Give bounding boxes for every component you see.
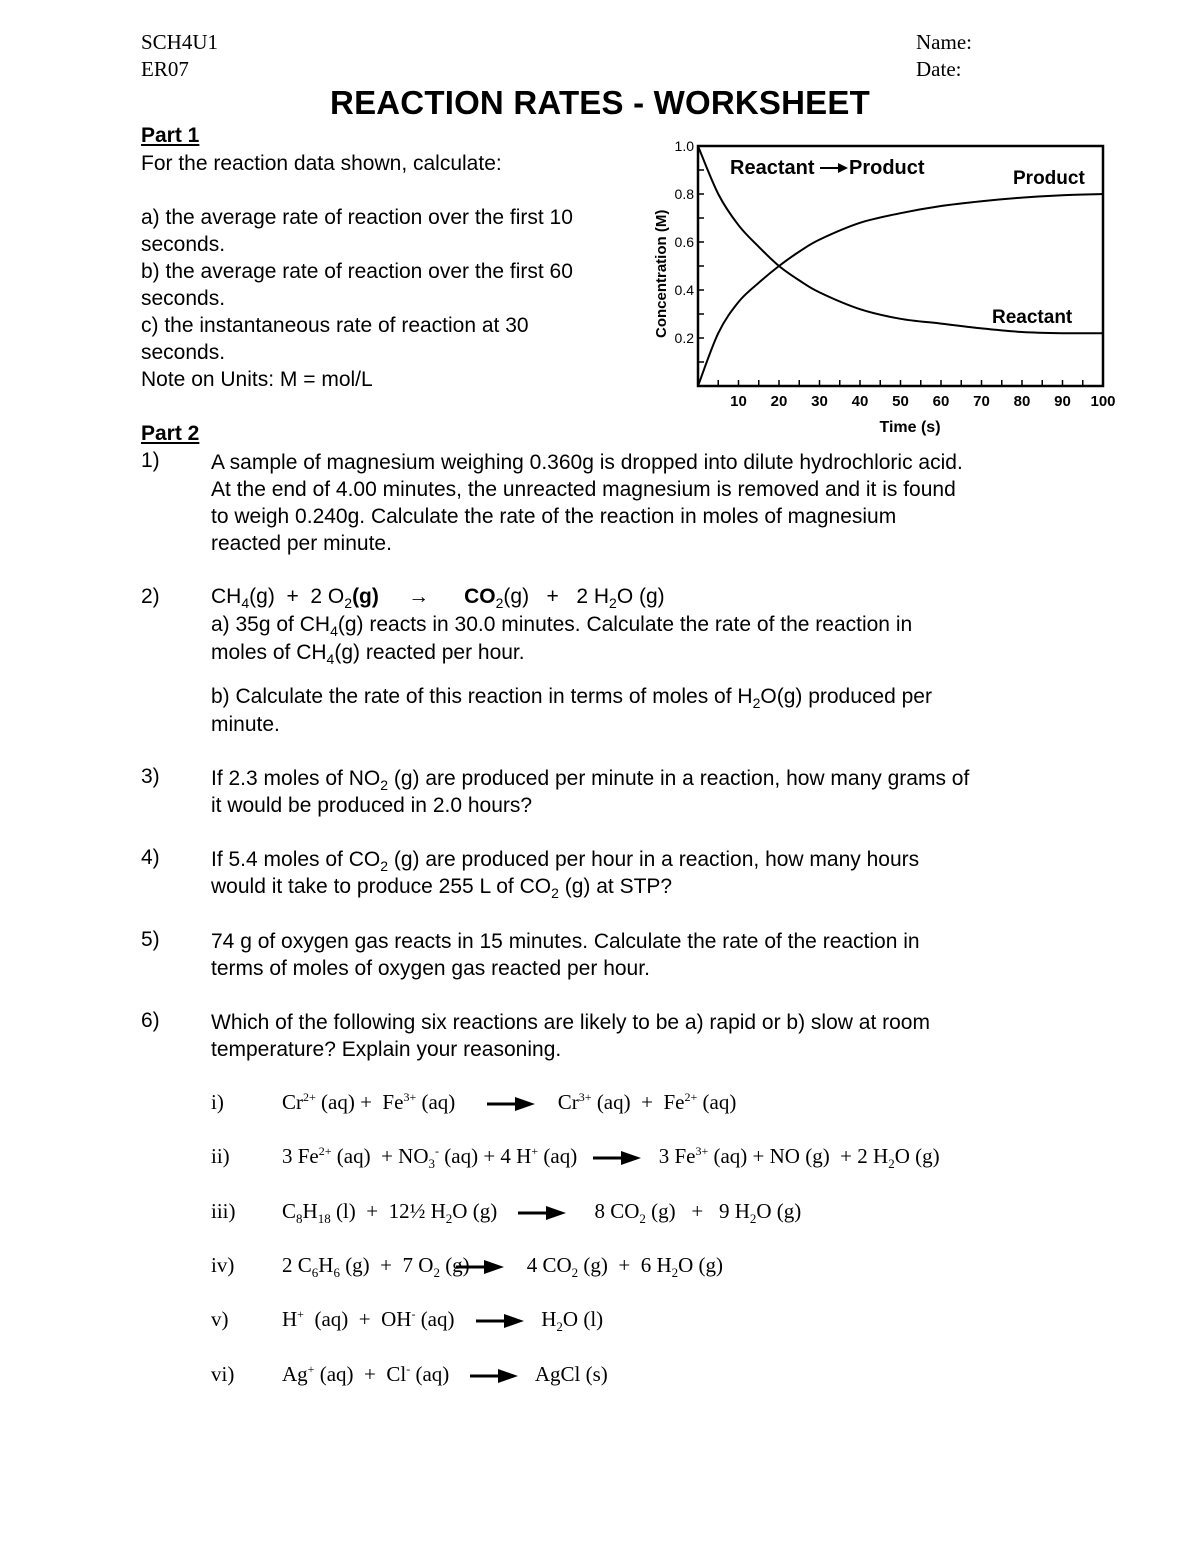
x-tick-label: 80 (1013, 393, 1031, 410)
q5-line2: terms of moles of oxygen gas reacted per hour. (211, 957, 650, 980)
reactant-series-label: Reactant (992, 307, 1073, 328)
y-axis-label: Concentration (M) (653, 209, 670, 338)
q2a-line2: moles of $CH_4(g)$ reacted per hour. (211, 641, 525, 668)
course-code: SCH4U1 (141, 30, 219, 54)
y-tick-label: 1.0 (674, 138, 694, 154)
part1-c-line2: seconds. (141, 341, 226, 364)
q3-line1: If 2.3 moles of $NO_2$ (g) are produced per minute in a reaction, how many grams of (211, 767, 970, 794)
q3-number: 3) (141, 765, 160, 788)
reaction-i-equation: $Cr^{2+}$ $(aq) + Fe^{3+}$ (aq) $Cr^{3+}$ $(aq) + Fe^{2+}$ (aq) (282, 1090, 737, 1114)
reaction-arrow-icon (470, 1366, 520, 1386)
reaction-arrow-icon (593, 1148, 643, 1168)
name-label: Name: (916, 30, 972, 54)
x-tick-label: 90 (1054, 393, 1071, 410)
part1-b-line1: b) the average rate of reaction over the first 60 (141, 260, 573, 283)
x-tick-label: 40 (851, 393, 869, 410)
x-tick-label: 10 (730, 393, 747, 410)
q3-line2: it would be produced in 2.0 hours? (211, 794, 533, 817)
q6-line2: temperature? Explain your reasoning. (211, 1038, 562, 1061)
chart-title-arrow (820, 163, 848, 173)
reaction-arrow-icon (476, 1311, 526, 1331)
reaction-iii-number: iii) (211, 1199, 236, 1223)
reaction-iv-number: iv) (211, 1253, 235, 1277)
reaction-arrow-icon (518, 1203, 568, 1223)
reaction-ii-equation: 3 $Fe^{2+}$ $(aq) + NO_3^-$ (aq) + 4 H+ (aq) 3 $Fe^{3+}$ (aq) + NO (g) + 2 $H_2O$ (g) (282, 1144, 940, 1172)
q1-line4: reacted per minute. (211, 532, 392, 555)
q2b-line1: b) Calculate the rate of this reaction in terms of moles of $H_2O(g)$ produced per (211, 685, 932, 712)
reaction-v-equation: H+ (aq) + OH- (aq) $H_2O$ (l) (282, 1307, 604, 1335)
product-series-line (698, 194, 1103, 386)
q6-number: 6) (141, 1009, 160, 1032)
x-tick-label: 70 (973, 393, 990, 410)
y-tick-label: 0.8 (674, 186, 694, 202)
q4-line2: would it take to produce 255 L of $CO_2$ (g) at STP? (211, 875, 673, 902)
part1-units-note: Note on Units: M = mol/L (141, 368, 373, 391)
part1-a-line1: a) the average rate of reaction over the first 10 (141, 206, 573, 229)
x-tick-label: 20 (770, 393, 788, 410)
x-tick-label: 30 (811, 393, 828, 410)
y-tick-label: 0.6 (674, 234, 694, 250)
x-axis-label: Time (s) (879, 419, 941, 436)
part1-b-line2: seconds. (141, 287, 226, 310)
reaction-iii-equation: $C_8H_{18}$ (l) + 12½ $H_2O$ (g) 8 $CO_2$ (g) + 9 $H_2O$ (g) (282, 1199, 802, 1227)
q4-number: 4) (141, 846, 160, 869)
page-title: REACTION RATES - WORKSHEET (330, 84, 870, 121)
concentration-time-chart (640, 130, 1130, 440)
reaction-i-number: i) (211, 1090, 224, 1114)
y-tick-label: 0.4 (674, 282, 694, 298)
q2a-line1: a) 35g of $CH_4(g)$ reacts in 30.0 minutes. Calculate the rate of the reaction in (211, 613, 913, 640)
q1-line2: At the end of 4.00 minutes, the unreacted magnesium is removed and it is found (211, 478, 956, 501)
worksheet-code: ER07 (141, 57, 189, 81)
x-tick-label: 50 (892, 393, 909, 410)
q6-line1: Which of the following six reactions are likely to be a) rapid or b) slow at room (211, 1011, 930, 1034)
q5-number: 5) (141, 928, 160, 951)
q5-line1: 74 g of oxygen gas reacts in 15 minutes. Calculate the rate of the reaction in (211, 930, 920, 953)
q1-line1: A sample of magnesium weighing 0.360g is dropped into dilute hydrochloric acid. (211, 451, 963, 474)
q1-line3: to weigh 0.240g. Calculate the rate of the reaction in moles of magnesium (211, 505, 897, 528)
x-axis-ticks (718, 380, 1115, 410)
y-tick-label: 0.2 (674, 330, 694, 346)
chart-title-left: Reactant (730, 157, 815, 179)
product-series-label: Product (1013, 168, 1085, 189)
part1-intro: For the reaction data shown, calculate: (141, 152, 502, 175)
reaction-arrow-icon (487, 1094, 537, 1114)
reaction-vi-number: vi) (211, 1362, 235, 1386)
x-tick-label: 100 (1090, 393, 1116, 410)
part2-heading: Part 2 (141, 422, 200, 445)
date-label: Date: (916, 57, 962, 81)
reaction-ii-number: ii) (211, 1144, 230, 1168)
q4-line1: If 5.4 moles of $CO_2$ (g) are produced per hour in a reaction, how many hours (211, 848, 920, 875)
reaction-iv-equation: 2 $C_6H_6$ (g) + 7 $O_2$ (g) 4 $CO_2$ (g) + 6 $H_2O$ (g) (282, 1253, 724, 1281)
reaction-v-number: v) (211, 1307, 229, 1331)
q1-number: 1) (141, 449, 160, 472)
q2-equation: $CH_4(g) + 2$ $O_2(g)$ → $CO_2(g) + 2$ $H_2O$ (g) (211, 585, 665, 612)
reaction-vi-equation: Ag+ (aq) + Cl- (aq) AgCl (s) (282, 1362, 608, 1386)
part1-a-line2: seconds. (141, 233, 226, 256)
q2-number: 2) (141, 585, 160, 608)
part1-heading: Part 1 (141, 124, 200, 147)
x-tick-label: 60 (932, 393, 950, 410)
y-axis-ticks (675, 138, 704, 362)
chart-title-right: Product (849, 157, 925, 179)
q2b-line2: minute. (211, 713, 280, 736)
reaction-arrow-icon (456, 1257, 506, 1277)
part1-c-line1: c) the instantaneous rate of reaction at 30 (141, 314, 529, 337)
